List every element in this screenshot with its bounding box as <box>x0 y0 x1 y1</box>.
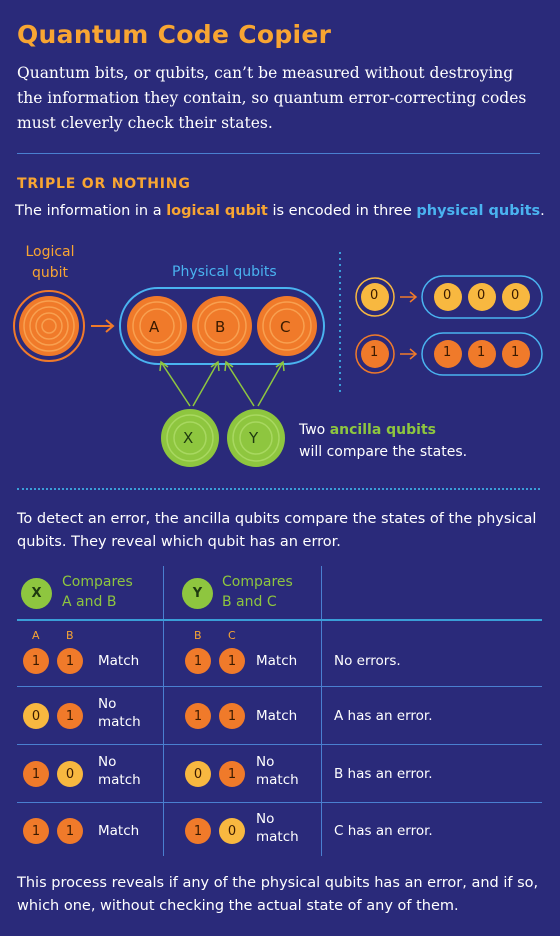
compare-x-result: Match <box>98 653 140 669</box>
ancilla-description <box>299 419 467 463</box>
lead-text-3: . <box>540 203 545 219</box>
logical-label-line2: qubit <box>31 265 69 281</box>
page-title: Quantum Code Copier <box>17 20 332 49</box>
enc1-out-a: 1 <box>443 345 452 360</box>
qubit-state-circle: 1 <box>23 818 49 844</box>
col-x-line2: A and B <box>62 594 117 610</box>
row-rule <box>17 744 542 745</box>
ancilla-y-badge: Y <box>182 578 213 609</box>
sub-label-c: C <box>228 629 236 642</box>
encode-arrow <box>91 320 113 332</box>
compare-x-result: No match <box>98 696 141 730</box>
ancilla-desc-pre: Two <box>299 422 330 438</box>
ancilla-x-label: X <box>183 429 194 447</box>
compare-y-result: No match <box>256 754 299 788</box>
lead-text-1: The information in a <box>15 203 167 219</box>
col-divider <box>163 566 164 856</box>
logical-label-line1: Logical <box>25 244 75 260</box>
col-divider <box>321 566 322 856</box>
sub-label-a: A <box>32 629 40 642</box>
sub-label-b: B <box>66 629 74 642</box>
ancilla-y-label: Y <box>249 429 259 447</box>
qubit-state-circle: 1 <box>57 818 83 844</box>
row-rule <box>17 686 542 687</box>
header-rule <box>17 619 542 621</box>
qubit-a-label: A <box>149 318 160 336</box>
section-lead <box>15 201 545 221</box>
physical-qubits-term: physical qubits <box>416 203 541 219</box>
compare-y-result: Match <box>256 708 298 724</box>
ancilla-qubits-term: ancilla qubits <box>329 422 436 438</box>
row-rule <box>17 802 542 803</box>
intro-text: Quantum bits, or qubits, can’t be measured without destroying the information they contain, so quantum error-correcting codes must cleverly check their states. <box>17 64 527 132</box>
sub-label-b: B <box>194 629 202 642</box>
enc1-input: 1 <box>370 345 379 360</box>
compare-x-result: No match <box>98 754 141 788</box>
row-outcome: No errors. <box>334 653 401 669</box>
logical-qubit <box>14 291 84 361</box>
row-outcome: B has an error. <box>334 766 433 782</box>
compare-y-result: No match <box>256 811 299 845</box>
enc0-out-a: 0 <box>443 288 452 303</box>
qubit-state-circle: 1 <box>219 761 245 787</box>
col-x-line1: Compares <box>62 574 133 590</box>
qubit-state-circle: 1 <box>185 703 211 729</box>
ancilla-x-badge: X <box>21 578 52 609</box>
enc0-out-b: 0 <box>477 288 486 303</box>
qubit-state-circle: 1 <box>219 648 245 674</box>
row-outcome: A has an error. <box>334 708 433 724</box>
qubit-state-circle: 1 <box>57 703 83 729</box>
ancilla-arrows <box>160 362 284 406</box>
qubit-b-label: B <box>215 318 226 336</box>
col-y-header <box>222 572 293 612</box>
qubit-state-circle: 1 <box>23 761 49 787</box>
qubit-state-circle: 1 <box>185 818 211 844</box>
summary-text: This process reveals if any of the physical qubits has an error, and if so, which one, without checking the actual state of any of them. <box>17 875 539 914</box>
dotted-divider <box>17 488 540 490</box>
qubit-state-circle: 1 <box>23 648 49 674</box>
ancilla-desc-line2: will compare the states. <box>299 444 468 460</box>
qubit-state-circle: 0 <box>23 703 49 729</box>
qubit-c-label: C <box>280 318 291 336</box>
enc1-out-b: 1 <box>477 345 486 360</box>
enc1-out-c: 1 <box>511 345 520 360</box>
ancilla-desc-line1 <box>299 419 467 441</box>
qubit-state-circle: 1 <box>57 648 83 674</box>
section-title: TRIPLE OR NOTHING <box>17 176 191 192</box>
enc0-out-c: 0 <box>511 288 520 303</box>
qubit-state-circle: 0 <box>57 761 83 787</box>
compare-y-result: Match <box>256 653 298 669</box>
qubit-state-circle: 1 <box>185 648 211 674</box>
detect-text: To detect an error, the ancilla qubits compare the states of the physical qubits. They reveal which qubit has an error. <box>17 511 537 550</box>
qubit-state-circle: 0 <box>219 818 245 844</box>
comparison-table <box>0 566 560 856</box>
divider <box>17 153 540 154</box>
logical-qubit-label <box>14 242 86 284</box>
row-outcome: C has an error. <box>334 823 433 839</box>
lead-text-2: is encoded in three <box>267 203 417 219</box>
col-x-header <box>62 572 133 612</box>
col-y-line1: Compares <box>222 574 293 590</box>
qubit-state-circle: 0 <box>185 761 211 787</box>
col-y-line2: B and C <box>222 594 277 610</box>
enc0-input: 0 <box>370 288 379 303</box>
compare-x-result: Match <box>98 823 140 839</box>
qubit-state-circle: 1 <box>219 703 245 729</box>
logical-qubit-term: logical qubit <box>166 203 268 219</box>
physical-qubits-label: Physical qubits <box>172 264 277 280</box>
